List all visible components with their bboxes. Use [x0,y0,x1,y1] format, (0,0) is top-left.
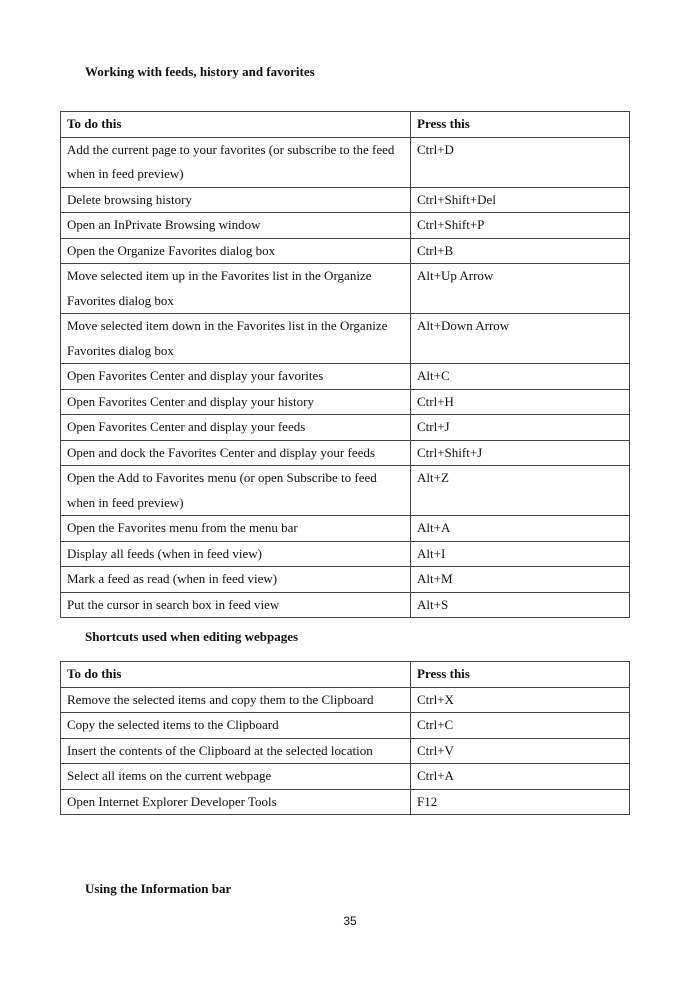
action-cell: Copy the selected items to the Clipboard [61,713,411,739]
table-row [61,687,630,713]
column-header-action: To do this [61,662,411,688]
keys-cell: Ctrl+Shift+Del [411,187,630,213]
action-cell: Open an InPrivate Browsing window [61,213,411,239]
table-row [61,137,630,187]
table-row [61,364,630,390]
section-heading-feeds: Working with feeds, history and favorites [85,64,315,79]
keys-cell: Ctrl+J [411,415,630,441]
section-heading-editing: Shortcuts used when editing webpages [85,629,299,644]
table-row [61,516,630,542]
action-cell: Add the current page to your favorites (or subscribe to the feed when in feed preview) [61,137,411,187]
action-cell: Move selected item up in the Favorites list in the Organize Favorites dialog box [61,264,411,314]
keys-cell: Ctrl+Shift+P [411,213,630,239]
keys-cell: Ctrl+Shift+J [411,440,630,466]
action-cell: Open Favorites Center and display your history [61,389,411,415]
keys-cell: Ctrl+X [411,687,630,713]
action-cell: Display all feeds (when in feed view) [61,541,411,567]
action-cell: Move selected item down in the Favorites list in the Organize Favorites dialog box [61,314,411,364]
keys-cell: Alt+I [411,541,630,567]
table-row [61,541,630,567]
table-row [61,415,630,441]
keys-cell: Ctrl+B [411,238,630,264]
keys-cell: F12 [411,789,630,815]
table-row [61,713,630,739]
action-cell: Open the Organize Favorites dialog box [61,238,411,264]
table-row [61,314,630,364]
action-cell: Select all items on the current webpage [61,764,411,790]
keys-cell: Ctrl+V [411,738,630,764]
action-cell: Open Favorites Center and display your favorites [61,364,411,390]
keys-cell: Alt+M [411,567,630,593]
page-number: 35 [343,914,357,928]
table-row [61,187,630,213]
table-header-row [61,662,630,688]
keys-cell: Alt+S [411,592,630,618]
action-cell: Open the Favorites menu from the menu bar [61,516,411,542]
action-cell: Open Favorites Center and display your feeds [61,415,411,441]
table-row [61,213,630,239]
action-cell: Delete browsing history [61,187,411,213]
table-row [61,764,630,790]
table-row [61,389,630,415]
keys-cell: Ctrl+H [411,389,630,415]
column-header-keys: Press this [411,662,630,688]
table-row [61,440,630,466]
shortcut-table-editing [60,661,630,815]
action-cell: Remove the selected items and copy them to the Clipboard [61,687,411,713]
table-header-row [61,112,630,138]
action-cell: Mark a feed as read (when in feed view) [61,567,411,593]
action-cell: Open the Add to Favorites menu (or open Subscribe to feed when in feed preview) [61,466,411,516]
table-row [61,592,630,618]
action-cell: Put the cursor in search box in feed view [61,592,411,618]
keys-cell: Ctrl+D [411,137,630,187]
keys-cell: Ctrl+A [411,764,630,790]
section-heading-information-bar: Using the Information bar [85,881,232,896]
table-row [61,466,630,516]
table-row [61,738,630,764]
action-cell: Insert the contents of the Clipboard at the selected location [61,738,411,764]
shortcut-table-feeds [60,111,630,618]
column-header-keys: Press this [411,112,630,138]
table-row [61,567,630,593]
column-header-action: To do this [61,112,411,138]
table-row [61,789,630,815]
keys-cell: Alt+Z [411,466,630,516]
table-row [61,238,630,264]
keys-cell: Alt+C [411,364,630,390]
action-cell: Open and dock the Favorites Center and display your feeds [61,440,411,466]
action-cell: Open Internet Explorer Developer Tools [61,789,411,815]
keys-cell: Alt+A [411,516,630,542]
table-row [61,264,630,314]
keys-cell: Ctrl+C [411,713,630,739]
keys-cell: Alt+Down Arrow [411,314,630,364]
keys-cell: Alt+Up Arrow [411,264,630,314]
